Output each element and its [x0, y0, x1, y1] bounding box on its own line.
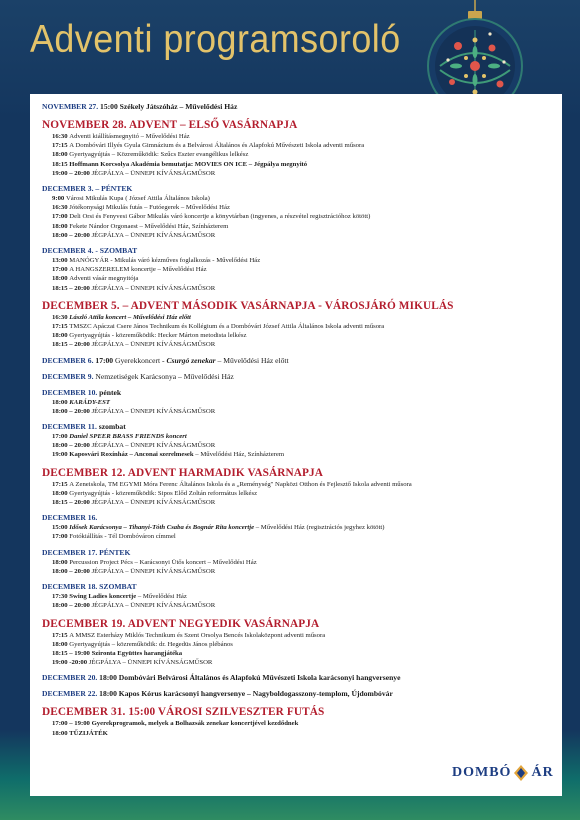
event-text: Adventi kiállításmegnyitó – Művelődési Ház [69, 133, 190, 140]
day-heading-text: DECEMBER 5. – ADVENT MÁSODIK VASÁRNAPJA - VÁROSJÁRÓ MIKULÁS [42, 299, 454, 312]
event-line [42, 658, 548, 667]
event-line [42, 340, 548, 349]
event-time: 18:00 [52, 398, 70, 406]
event-text: – Művelődési Ház (regisztrációs jegyhez kötött) [254, 524, 385, 532]
event-line [42, 498, 548, 507]
event-time: 16:30 [52, 313, 70, 321]
event-text: JÉGPÁLYA – ÜNNEPI KÍVÁNSÁGMŰSOR [91, 231, 216, 239]
day-heading-detail: Nemzetiségek Karácsonya – Művelődési Ház [93, 371, 234, 381]
event-text: Fekete Nándor Orgonaest – Művelődési Ház, Színházterem [69, 222, 229, 230]
day-block [42, 102, 548, 112]
event-text: KARÁDY-EST [69, 398, 110, 406]
event-text: Percussion Project Pécs – Karácsonyi Ütős koncert – Művelődési Ház [69, 558, 257, 566]
day-block [42, 705, 548, 737]
event-time: 13:00 [52, 257, 70, 265]
day-block [42, 548, 548, 576]
day-heading-text: DECEMBER 31. 15:00 VÁROSI SZILVESZTER FUTÁS [42, 706, 325, 719]
day-heading-text: DECEMBER 11. [42, 422, 97, 432]
day-block [42, 422, 548, 460]
day-heading [42, 548, 548, 558]
event-text: László Attila koncert – Művelődési Ház előtt [69, 313, 191, 321]
event-time: 18:00 [52, 729, 70, 737]
day-heading-detail: 17:00 [95, 355, 116, 365]
day-heading-text: NOVEMBER 27. [42, 102, 99, 111]
logo-emblem-icon [514, 765, 528, 781]
day-heading-detail: 18:00 Kapos Kórus karácsonyi hangversenye – Nagyboldogasszony-templom, Újdombóvár [97, 689, 393, 699]
day-heading-text: DECEMBER 4. - SZOMBAT [42, 246, 138, 256]
event-time: 19:00 -20:00 [52, 659, 89, 667]
event-time: 9:00 [52, 195, 66, 203]
day-heading-text: DECEMBER 10. [42, 387, 98, 397]
event-line [42, 450, 548, 459]
dombovar-logo [452, 765, 554, 781]
event-line [42, 169, 548, 178]
day-heading [42, 102, 548, 112]
day-block [42, 299, 548, 350]
event-line [42, 150, 548, 159]
event-line [42, 194, 548, 203]
event-time: 15:00 [52, 524, 70, 532]
day-heading [42, 388, 548, 398]
day-heading-text: DECEMBER 6. [42, 355, 94, 365]
event-line [42, 441, 548, 450]
event-line [42, 719, 548, 728]
event-text: JÉGPÁLYA – ÜNNEPI KÍVÁNSÁGMŰSOR [91, 284, 216, 292]
event-time: 18:00 [52, 558, 70, 566]
event-line [42, 601, 548, 610]
event-text: A HANGSZERELEM koncertje – Művelődési Ház [69, 266, 207, 274]
day-heading-text: DECEMBER 18. SZOMBAT [42, 582, 137, 592]
event-time: 18:15 – 20:00 [52, 341, 92, 349]
logo-text-right: ÁR [531, 765, 554, 780]
event-time: 18:00 – 20:00 [52, 602, 92, 610]
event-time: 18:00 – 20:00 [52, 567, 92, 575]
day-heading [42, 705, 548, 719]
event-line [42, 203, 548, 212]
event-text: A Dombóvári Illyés Gyula Gimnázium és a Belvárosi Általános és Alapfokú Művészeti Iskola adventi műsora [69, 142, 365, 150]
event-line [42, 407, 548, 416]
event-text: – Művelődési Ház, Színházterem [193, 451, 285, 459]
event-text: Gyerekprogramok, melyek a Bolhazsák zenekar koncertjével kezdődnek [91, 720, 299, 728]
day-heading [42, 422, 548, 432]
day-block [42, 184, 548, 240]
event-text: Adventi vásár megnyitója [69, 275, 139, 283]
day-heading [42, 689, 548, 699]
day-heading [42, 582, 548, 592]
event-line [42, 274, 548, 283]
event-text: JÉGPÁLYA – ÜNNEPI KÍVÁNSÁGMŰSOR [91, 602, 216, 610]
event-line [42, 532, 548, 541]
event-line [42, 640, 548, 649]
day-heading-detail: 18:00 Dombóvári Belvárosi Általános és Alapfokú Művészeti Iskola karácsonyi hangversenye [97, 673, 401, 683]
day-heading [42, 246, 548, 256]
event-line [42, 284, 548, 293]
day-heading-text: DECEMBER 20. [42, 673, 98, 683]
event-line [42, 265, 548, 274]
event-text: Gyertyagyújtás - közreműködik: Sipos Előd Zoltán református lelkész [69, 489, 258, 497]
day-block [42, 466, 548, 508]
event-text: JÉGPÁLYA – ÜNNEPI KÍVÁNSÁGMŰSOR [91, 341, 216, 349]
event-line [42, 313, 548, 322]
event-line [42, 729, 548, 738]
day-heading [42, 356, 548, 366]
event-line [42, 567, 548, 576]
event-line [42, 480, 548, 489]
event-text: Gyertyagyújtás – közreműködik: dr. Hegedüs János plébános [69, 640, 233, 648]
event-time: 18:00 – 20:00 [52, 231, 92, 239]
event-time: 19:00 [52, 451, 70, 459]
event-time: 17:00 [52, 533, 70, 541]
event-text: Swing Ladies koncertje [69, 593, 137, 601]
event-line [42, 331, 548, 340]
event-time: 17:00 [52, 266, 70, 274]
event-time: 18:00 – 20:00 [52, 442, 92, 450]
event-time: 17:30 [52, 593, 70, 601]
event-time: 18:00 [52, 332, 70, 340]
day-block [42, 388, 548, 416]
day-heading [42, 299, 548, 313]
event-text: JÉGPÁLYA – ÜNNEPI KÍVÁNSÁGMŰSOR [88, 659, 213, 667]
day-heading-text: DECEMBER 12. ADVENT HARMADIK VASÁRNAPJA [42, 466, 324, 479]
day-block [42, 513, 548, 541]
event-text: A MMSZ Esterházy Miklós Technikum és Szent Orsolya Bencés Iskolaközpont adventi műsora [69, 631, 326, 639]
event-time: 18:00 [52, 640, 70, 648]
event-line [42, 558, 548, 567]
event-time: 19:00 – 20:00 [52, 169, 92, 177]
event-line [42, 631, 548, 640]
event-time: 18:15 – 20:00 [52, 499, 92, 507]
day-block [42, 582, 548, 610]
day-heading-detail: péntek [97, 387, 122, 397]
event-text: JÉGPÁLYA – ÜNNEPI KÍVÁNSÁGMŰSOR [91, 499, 216, 507]
day-block [42, 372, 548, 382]
event-time: 16:30 [52, 204, 70, 212]
day-heading-text: DECEMBER 16. [42, 513, 98, 523]
day-heading [42, 617, 548, 631]
event-text: – Művelődési Ház [136, 593, 187, 601]
event-text: Gyertyagyújtás - közreműködik: Hecker Márton metodista lelkész [69, 332, 247, 340]
day-block [42, 673, 548, 683]
day-heading [42, 466, 548, 480]
event-text: JÉGPÁLYA – ÜNNEPI KÍVÁNSÁGMŰSOR [91, 169, 216, 177]
day-block [42, 118, 548, 178]
day-block [42, 356, 548, 366]
event-line [42, 141, 548, 150]
event-line [42, 256, 548, 265]
event-text: JÉGPÁLYA – ÜNNEPI KÍVÁNSÁGMŰSOR [91, 442, 216, 450]
event-time: 18:00 [52, 151, 70, 159]
event-line [42, 649, 548, 658]
event-line [42, 523, 548, 532]
day-heading [42, 372, 548, 382]
event-text: Jótékonysági Mikulás futás – Futóegerek – Művelődési Ház [69, 204, 230, 212]
logo-text-left: DOMBÓ [452, 765, 512, 780]
event-line [42, 489, 548, 498]
event-text: Szironta Együttes harangjátéka [91, 649, 183, 657]
day-heading [42, 184, 548, 194]
day-block [42, 689, 548, 699]
event-time: 17:00 [52, 213, 70, 221]
program-schedule [30, 94, 562, 796]
event-time: 17:15 [52, 480, 70, 488]
event-line [42, 160, 548, 169]
day-heading-detail: szombat [96, 422, 126, 432]
event-text: A Zeneiskola, TM EGYMI Móra Ferenc Általános Iskola és a „Reménység" Napközi Otthon és Fejlesztő Iskola adventi műsora [69, 480, 412, 488]
event-line [42, 592, 548, 601]
day-heading-detail: 15:00 [100, 102, 120, 111]
event-text: Daniel SPEER BRASS FRIENDS koncert [69, 433, 187, 441]
event-line [42, 212, 548, 221]
event-text: Városi Mikulás Kupa ( József Attila Általános Iskola) [65, 195, 210, 203]
event-text: Deli Orsi és Fenyvesi Gábor Mikulás váró koncertje a könyvtárban (ingyenes, a részvétel regisztrációhoz kötött) [69, 213, 371, 221]
day-heading-text: DECEMBER 22. [42, 689, 98, 699]
event-time: 17:00 – 19:00 [52, 720, 92, 728]
event-time: 17:15 [52, 142, 70, 150]
day-heading-detail: Gyerekkoncert - [115, 355, 167, 365]
event-text: Idősek Karácsonya – Tihanyi-Tóth Csaba és Bognár Rita koncertje [69, 524, 255, 532]
event-line [42, 231, 548, 240]
event-line [42, 222, 548, 231]
event-time: 18:00 – 20:00 [52, 407, 92, 415]
day-heading [42, 673, 548, 683]
event-text: Kaposvári Roxínház – Anconai szerelmesek [69, 451, 194, 459]
day-heading-detail: Csurgó zenekar [166, 355, 216, 365]
event-time: 18:00 [52, 489, 70, 497]
event-text: JÉGPÁLYA – ÜNNEPI KÍVÁNSÁGMŰSOR [91, 567, 216, 575]
event-text: Fotókiállítás - Tél Dombóváron címmel [69, 533, 176, 541]
event-text: Gyertyagyújtás – Közreműködik: Szűcs Eszter evangélikus lelkész [69, 151, 249, 159]
event-time: 17:15 [52, 323, 70, 331]
event-text: JÉGPÁLYA – ÜNNEPI KÍVÁNSÁGMŰSOR [91, 407, 216, 415]
day-block [42, 617, 548, 668]
event-line [42, 322, 548, 331]
event-line [42, 132, 548, 141]
day-heading-text: DECEMBER 3. – PÉNTEK [42, 184, 133, 194]
event-text: TMSZC Apáczai Csere János Technikum és Kollégium és a Dombóvári József Attila Általános Iskola adventi műsora [69, 323, 385, 331]
day-heading [42, 513, 548, 523]
event-time: 18:15 – 20:00 [52, 284, 92, 292]
event-time: 18:15 [52, 160, 70, 168]
day-heading-detail: Székely Játszóház – Művelődési Ház [119, 102, 238, 111]
event-time: 17:00 [52, 433, 70, 441]
event-time: 16:30 [52, 133, 70, 140]
event-line [42, 432, 548, 441]
day-heading-text: NOVEMBER 28. ADVENT – ELSŐ VASÁRNAPJA [42, 119, 298, 131]
event-text: Hoffmann Korcsolya Akadémia bemutatja: MOVIES ON ICE – Jégpálya megnyitó [69, 160, 308, 168]
event-time: 17:15 [52, 631, 70, 639]
event-text: TŰZIJÁTÉK [69, 729, 108, 737]
event-text: MANÓGYÁR - Mikulás váró kézműves foglalkozás - Művelődési Ház [69, 257, 261, 265]
event-time: 18:00 [52, 275, 70, 283]
event-time: 18:15 – 19:00 [52, 649, 92, 657]
day-heading-detail: – Művelődési Ház előtt [215, 355, 289, 365]
day-block [42, 246, 548, 293]
day-heading-text: DECEMBER 19. ADVENT NEGYEDIK VASÁRNAPJA [42, 617, 320, 630]
event-line [42, 398, 548, 407]
page-title: Adventi programsoroló [30, 18, 401, 61]
day-heading-text: DECEMBER 9. [42, 371, 94, 381]
day-heading [42, 118, 548, 132]
day-heading-text: DECEMBER 17. PÉNTEK [42, 547, 131, 557]
event-time: 18:00 [52, 222, 70, 230]
